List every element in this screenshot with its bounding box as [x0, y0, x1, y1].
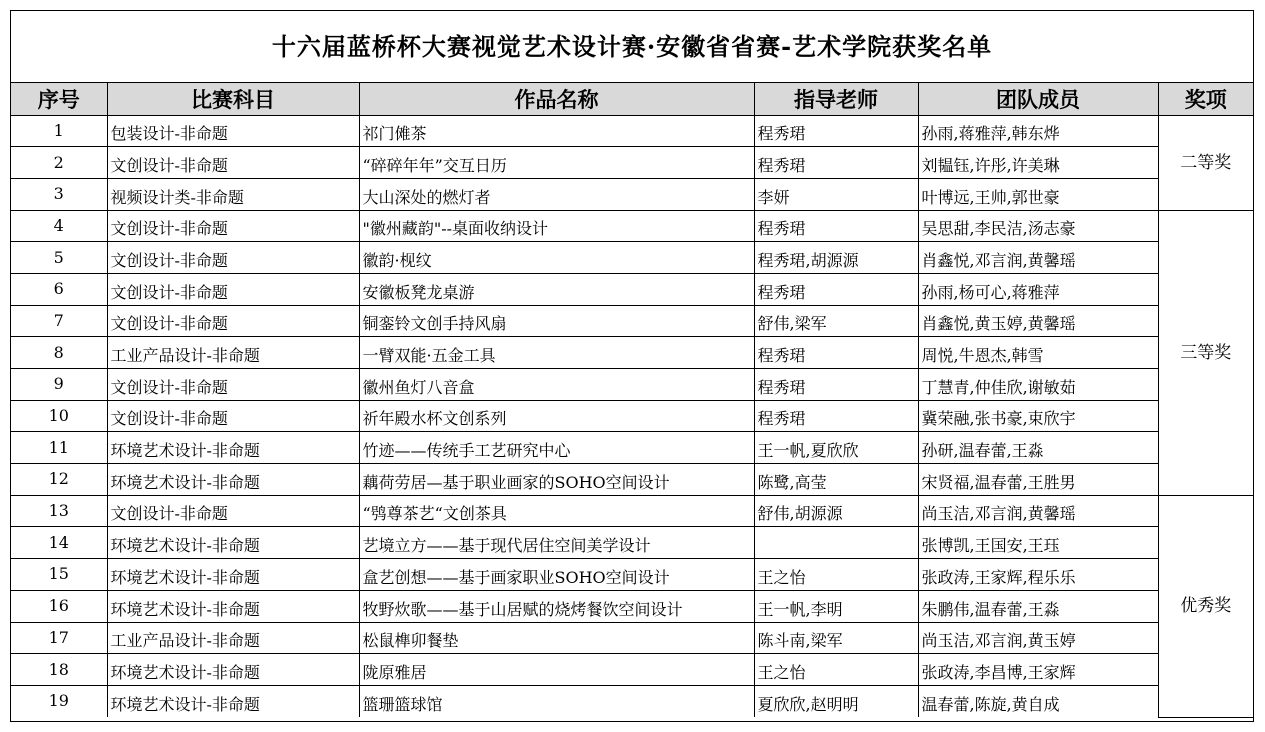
cell-subject: 工业产品设计-非命题 — [107, 337, 359, 369]
award-list-sheet — [10, 10, 1254, 722]
table-row — [11, 178, 1253, 210]
cell-subject: 环境艺术设计-非命题 — [107, 527, 359, 559]
award-cell: 三等奖 — [1158, 210, 1253, 495]
cell-members: 吴思甜,李民洁,汤志豪 — [918, 210, 1158, 242]
cell-work: 大山深处的燃灯者 — [359, 178, 754, 210]
cell-teacher: 王一帆,李明 — [754, 590, 918, 622]
cell-subject: 文创设计-非命题 — [107, 495, 359, 527]
table-row — [11, 115, 1253, 147]
cell-work: 安徽板凳龙桌游 — [359, 273, 754, 305]
award-cell: 优秀奖 — [1158, 495, 1253, 717]
table-row — [11, 210, 1253, 242]
cell-teacher: 舒伟,胡源源 — [754, 495, 918, 527]
cell-teacher: 舒伟,梁军 — [754, 305, 918, 337]
cell-members: 朱鹏伟,温春蕾,王淼 — [918, 590, 1158, 622]
cell-teacher: 陈斗南,梁军 — [754, 622, 918, 654]
cell-subject: 文创设计-非命题 — [107, 369, 359, 401]
table-row — [11, 400, 1253, 432]
table-row — [11, 369, 1253, 401]
cell-work: 祁门傩茶 — [359, 115, 754, 147]
cell-subject: 文创设计-非命题 — [107, 400, 359, 432]
cell-no: 5 — [11, 242, 107, 274]
cell-subject: 工业产品设计-非命题 — [107, 622, 359, 654]
header-row — [11, 83, 1253, 115]
cell-teacher: 程秀珺 — [754, 273, 918, 305]
award-table — [11, 83, 1253, 718]
cell-teacher: 夏欣欣,赵明明 — [754, 685, 918, 717]
cell-teacher: 王一帆,夏欣欣 — [754, 432, 918, 464]
table-row — [11, 305, 1253, 337]
table-row — [11, 464, 1253, 496]
cell-no: 16 — [11, 590, 107, 622]
cell-no: 15 — [11, 559, 107, 591]
table-body — [11, 115, 1253, 717]
cell-work: 藕荷劳居—基于职业画家的SOHO空间设计 — [359, 464, 754, 496]
cell-subject: 环境艺术设计-非命题 — [107, 685, 359, 717]
table-row — [11, 559, 1253, 591]
cell-members: 周悦,牛恩杰,韩雪 — [918, 337, 1158, 369]
table-row — [11, 622, 1253, 654]
cell-teacher — [754, 527, 918, 559]
cell-work: 徽韵·枧纹 — [359, 242, 754, 274]
cell-members: 孙研,温春蕾,王淼 — [918, 432, 1158, 464]
cell-members: 孙雨,蒋雅萍,韩东烨 — [918, 115, 1158, 147]
cell-no: 4 — [11, 210, 107, 242]
cell-members: 刘韫钰,许彤,许美琳 — [918, 147, 1158, 179]
cell-work: 陇原雅居 — [359, 654, 754, 686]
cell-work: 竹迹——传统手工艺研究中心 — [359, 432, 754, 464]
cell-no: 17 — [11, 622, 107, 654]
cell-teacher: 程秀珺 — [754, 115, 918, 147]
cell-no: 9 — [11, 369, 107, 401]
cell-work: 祈年殿水杯文创系列 — [359, 400, 754, 432]
cell-members: 温春蕾,陈旋,黄自成 — [918, 685, 1158, 717]
cell-no: 19 — [11, 685, 107, 717]
cell-work: “鸮尊茶艺“文创茶具 — [359, 495, 754, 527]
cell-members: 宋贤福,温春蕾,王胜男 — [918, 464, 1158, 496]
table-row — [11, 495, 1253, 527]
cell-subject: 环境艺术设计-非命题 — [107, 464, 359, 496]
cell-work: “碎碎年年”交互日历 — [359, 147, 754, 179]
cell-teacher: 程秀珺 — [754, 147, 918, 179]
cell-work: 松鼠榫卯餐垫 — [359, 622, 754, 654]
table-row — [11, 242, 1253, 274]
header-no: 序号 — [11, 83, 107, 115]
cell-teacher: 程秀珺 — [754, 210, 918, 242]
cell-subject: 环境艺术设计-非命题 — [107, 590, 359, 622]
cell-members: 张博凯,王国安,王珏 — [918, 527, 1158, 559]
cell-teacher: 程秀珺,胡源源 — [754, 242, 918, 274]
header-members: 团队成员 — [918, 83, 1158, 115]
cell-subject: 环境艺术设计-非命题 — [107, 654, 359, 686]
cell-work: 一臂双能·五金工具 — [359, 337, 754, 369]
cell-work: 铜銮铃文创手持风扇 — [359, 305, 754, 337]
cell-no: 12 — [11, 464, 107, 496]
cell-teacher: 程秀珺 — [754, 369, 918, 401]
cell-members: 肖鑫悦,邓言润,黄馨瑶 — [918, 242, 1158, 274]
cell-teacher: 王之怡 — [754, 654, 918, 686]
table-row — [11, 147, 1253, 179]
cell-members: 冀荣融,张书豪,束欣宇 — [918, 400, 1158, 432]
header-work: 作品名称 — [359, 83, 754, 115]
cell-subject: 文创设计-非命题 — [107, 242, 359, 274]
cell-no: 18 — [11, 654, 107, 686]
cell-subject: 视频设计类-非命题 — [107, 178, 359, 210]
cell-members: 叶博远,王帅,郭世豪 — [918, 178, 1158, 210]
cell-subject: 文创设计-非命题 — [107, 305, 359, 337]
cell-members: 尚玉洁,邓言润,黄玉婷 — [918, 622, 1158, 654]
table-row — [11, 527, 1253, 559]
cell-teacher: 程秀珺 — [754, 400, 918, 432]
cell-work: "徽州藏韵"--桌面收纳设计 — [359, 210, 754, 242]
cell-subject: 环境艺术设计-非命题 — [107, 559, 359, 591]
cell-work: 牧野炊歌——基于山居赋的烧烤餐饮空间设计 — [359, 590, 754, 622]
table-row — [11, 337, 1253, 369]
cell-teacher: 李妍 — [754, 178, 918, 210]
cell-subject: 包装设计-非命题 — [107, 115, 359, 147]
table-row — [11, 685, 1253, 717]
cell-no: 8 — [11, 337, 107, 369]
header-subject: 比赛科目 — [107, 83, 359, 115]
cell-members: 丁慧青,仲佳欣,谢敏茹 — [918, 369, 1158, 401]
award-cell: 二等奖 — [1158, 115, 1253, 210]
cell-members: 孙雨,杨可心,蒋雅萍 — [918, 273, 1158, 305]
cell-members: 肖鑫悦,黄玉婷,黄馨瑶 — [918, 305, 1158, 337]
cell-work: 艺境立方——基于现代居住空间美学设计 — [359, 527, 754, 559]
cell-no: 7 — [11, 305, 107, 337]
cell-teacher: 王之怡 — [754, 559, 918, 591]
page-title: 十六届蓝桥杯大赛视觉艺术设计赛·安徽省省赛-艺术学院获奖名单 — [11, 11, 1253, 83]
cell-work: 篮珊篮球馆 — [359, 685, 754, 717]
cell-no: 1 — [11, 115, 107, 147]
table-row — [11, 273, 1253, 305]
cell-members: 张政涛,王家辉,程乐乐 — [918, 559, 1158, 591]
cell-work: 徽州鱼灯八音盒 — [359, 369, 754, 401]
cell-no: 13 — [11, 495, 107, 527]
table-row — [11, 590, 1253, 622]
header-award: 奖项 — [1158, 83, 1253, 115]
table-row — [11, 654, 1253, 686]
cell-no: 14 — [11, 527, 107, 559]
cell-teacher: 陈鹭,高莹 — [754, 464, 918, 496]
table-row — [11, 432, 1253, 464]
cell-work: 盒艺创想——基于画家职业SOHO空间设计 — [359, 559, 754, 591]
cell-subject: 环境艺术设计-非命题 — [107, 432, 359, 464]
cell-subject: 文创设计-非命题 — [107, 273, 359, 305]
cell-no: 11 — [11, 432, 107, 464]
cell-teacher: 程秀珺 — [754, 337, 918, 369]
header-teacher: 指导老师 — [754, 83, 918, 115]
cell-subject: 文创设计-非命题 — [107, 147, 359, 179]
cell-members: 尚玉洁,邓言润,黄馨瑶 — [918, 495, 1158, 527]
cell-subject: 文创设计-非命题 — [107, 210, 359, 242]
cell-no: 2 — [11, 147, 107, 179]
cell-members: 张政涛,李昌博,王家辉 — [918, 654, 1158, 686]
cell-no: 3 — [11, 178, 107, 210]
cell-no: 10 — [11, 400, 107, 432]
cell-no: 6 — [11, 273, 107, 305]
